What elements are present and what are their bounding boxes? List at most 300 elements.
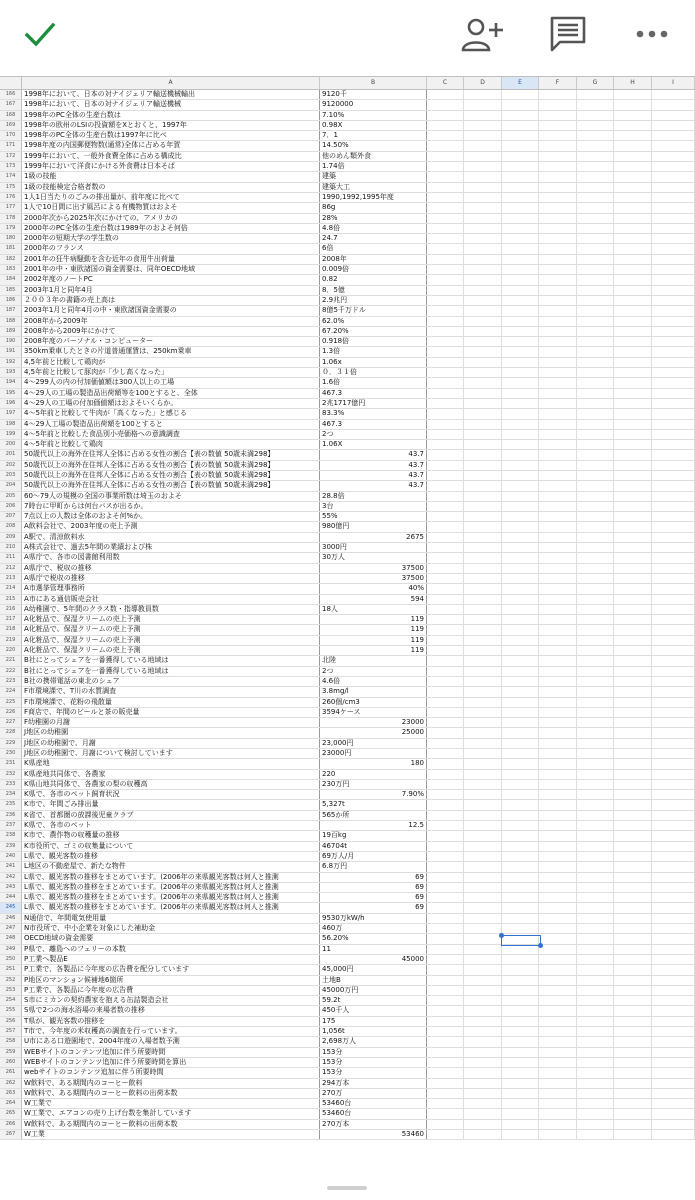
cell-empty[interactable] [464,399,502,408]
row-number[interactable]: 183 [0,265,22,274]
cell-empty[interactable] [464,100,502,109]
cell-empty[interactable] [502,1048,539,1057]
cell-empty[interactable] [614,440,652,449]
cell-empty[interactable] [427,564,464,573]
cell-empty[interactable] [577,358,614,367]
cell-empty[interactable] [427,605,464,614]
cell-empty[interactable] [577,914,614,923]
cell-a[interactable]: A市にある通信販売会社 [22,595,320,604]
cell-empty[interactable] [614,141,652,150]
cell-empty[interactable] [539,1109,577,1118]
cell-b[interactable]: 5,327t [320,800,427,809]
cell-empty[interactable] [577,852,614,861]
cell-empty[interactable] [502,677,539,686]
cell-empty[interactable] [427,749,464,758]
cell-empty[interactable] [577,1006,614,1015]
row-number[interactable]: 194 [0,378,22,387]
cell-empty[interactable] [464,934,502,943]
cell-empty[interactable] [539,1017,577,1026]
cell-empty[interactable] [539,986,577,995]
cell-empty[interactable] [614,131,652,140]
cell-b[interactable]: 83.3% [320,409,427,418]
cell-b[interactable]: 建築大工 [320,183,427,192]
cell-empty[interactable] [502,141,539,150]
cell-empty[interactable] [614,1058,652,1067]
cell-empty[interactable] [614,790,652,799]
cell-empty[interactable] [464,378,502,387]
row-number[interactable]: 214 [0,584,22,593]
cell-a[interactable]: 2008年から2009年 [22,317,320,326]
cell-empty[interactable] [464,131,502,140]
row-number[interactable]: 249 [0,945,22,954]
cell-empty[interactable] [502,749,539,758]
cell-empty[interactable] [614,708,652,717]
cell-empty[interactable] [614,296,652,305]
cell-empty[interactable] [577,172,614,181]
cell-empty[interactable] [577,368,614,377]
cell-empty[interactable] [577,873,614,882]
cell-empty[interactable] [539,275,577,284]
cell-empty[interactable] [614,595,652,604]
cell-b[interactable]: 153分 [320,1068,427,1077]
cell-a[interactable]: A化粧品で、保湿クリームの売上予測 [22,625,320,634]
cell-empty[interactable] [539,800,577,809]
cell-b[interactable]: 4.6倍 [320,677,427,686]
cell-empty[interactable] [539,862,577,871]
cell-empty[interactable] [539,739,577,748]
row-number[interactable]: 171 [0,141,22,150]
select-all-corner[interactable] [0,77,22,89]
cell-empty[interactable] [614,677,652,686]
row-number[interactable]: 266 [0,1120,22,1129]
cell-b[interactable]: 2.9兆円 [320,296,427,305]
cell-empty[interactable] [614,996,652,1005]
cell-empty[interactable] [614,327,652,336]
cell-empty[interactable] [577,214,614,223]
cell-a[interactable]: 7点以上の人数は全体のおよそ何%か。 [22,512,320,521]
column-header-h[interactable]: H [614,77,652,89]
cell-empty[interactable] [652,481,695,490]
cell-a[interactable]: P地区のマンション候補地6箇所 [22,976,320,985]
cell-empty[interactable] [539,183,577,192]
cell-empty[interactable] [652,976,695,985]
cell-empty[interactable] [427,1006,464,1015]
cell-empty[interactable] [539,244,577,253]
cell-a[interactable]: 1998年の欧州のLSIの投資額をXとおくと、1997年 [22,121,320,130]
cell-empty[interactable] [652,1109,695,1118]
cell-empty[interactable] [427,821,464,830]
cell-empty[interactable] [652,214,695,223]
cell-empty[interactable] [652,646,695,655]
cell-empty[interactable] [502,533,539,542]
cell-empty[interactable] [502,90,539,99]
cell-empty[interactable] [577,625,614,634]
cell-b[interactable]: 119 [320,646,427,655]
cell-empty[interactable] [502,471,539,480]
cell-empty[interactable] [502,780,539,789]
cell-empty[interactable] [464,656,502,665]
cell-empty[interactable] [614,728,652,737]
cell-empty[interactable] [539,347,577,356]
cell-b[interactable]: 2008年 [320,255,427,264]
cell-empty[interactable] [539,759,577,768]
cell-a[interactable]: 1998年のPC全体の生産台数は1997年に比べ [22,131,320,140]
cell-empty[interactable] [502,790,539,799]
cell-empty[interactable] [464,718,502,727]
cell-empty[interactable] [427,1058,464,1067]
row-number[interactable]: 187 [0,306,22,315]
cell-empty[interactable] [577,1120,614,1129]
cell-empty[interactable] [577,1089,614,1098]
cell-empty[interactable] [427,399,464,408]
cell-b[interactable]: 56.20% [320,934,427,943]
cell-empty[interactable] [464,389,502,398]
cell-empty[interactable] [614,90,652,99]
row-number[interactable]: 263 [0,1089,22,1098]
cell-empty[interactable] [652,224,695,233]
cell-a[interactable]: L地区の不動産屋で、新たな物件 [22,862,320,871]
cell-empty[interactable] [427,275,464,284]
cell-empty[interactable] [614,934,652,943]
cell-empty[interactable] [502,687,539,696]
cell-empty[interactable] [614,255,652,264]
cell-empty[interactable] [502,883,539,892]
cell-empty[interactable] [539,1120,577,1129]
row-number[interactable]: 186 [0,296,22,305]
cell-empty[interactable] [539,100,577,109]
cell-empty[interactable] [427,945,464,954]
row-number[interactable]: 247 [0,924,22,933]
cell-empty[interactable] [577,522,614,531]
cell-empty[interactable] [652,605,695,614]
cell-empty[interactable] [539,337,577,346]
cell-empty[interactable] [464,1068,502,1077]
cell-b[interactable]: 25000 [320,728,427,737]
row-number[interactable]: 209 [0,533,22,542]
cell-empty[interactable] [502,605,539,614]
cell-empty[interactable] [539,543,577,552]
cell-empty[interactable] [464,471,502,480]
cell-a[interactable]: 4,5年前と比較して鶏肉が [22,358,320,367]
cell-empty[interactable] [652,90,695,99]
cell-empty[interactable] [427,667,464,676]
cell-a[interactable]: F幼稚園の月謝 [22,718,320,727]
cell-a[interactable]: 4～29人工場の製造品出荷額を100とすると [22,420,320,429]
cell-empty[interactable] [464,831,502,840]
cell-empty[interactable] [427,471,464,480]
cell-a[interactable]: 2001年の中・東欧諸国の資金需要は、同年OECD地域 [22,265,320,274]
cell-empty[interactable] [427,522,464,531]
row-number[interactable]: 219 [0,636,22,645]
cell-empty[interactable] [427,430,464,439]
cell-b[interactable]: 14.50% [320,141,427,150]
cell-b[interactable]: ０．３１倍 [320,368,427,377]
cell-a[interactable]: A県庁で、各市の図書館利用数 [22,553,320,562]
cell-empty[interactable] [577,265,614,274]
cell-b[interactable]: 153分 [320,1058,427,1067]
cell-empty[interactable] [652,636,695,645]
cell-empty[interactable] [502,430,539,439]
row-number[interactable]: 236 [0,811,22,820]
cell-empty[interactable] [464,317,502,326]
cell-empty[interactable] [427,1048,464,1057]
cell-empty[interactable] [614,821,652,830]
cell-a[interactable]: webサイトのコンテンツ追加に伴う所要時間 [22,1068,320,1077]
cell-b[interactable]: 450千人 [320,1006,427,1015]
cell-a[interactable]: 2000年のPC全体の生産台数は1989年のおよそ何倍 [22,224,320,233]
row-number[interactable]: 252 [0,976,22,985]
cell-empty[interactable] [652,409,695,418]
cell-empty[interactable] [464,595,502,604]
cell-empty[interactable] [502,842,539,851]
cell-empty[interactable] [577,1037,614,1046]
cell-b[interactable]: 467.3 [320,389,427,398]
cell-empty[interactable] [614,183,652,192]
cell-empty[interactable] [427,347,464,356]
row-number[interactable]: 237 [0,821,22,830]
cell-empty[interactable] [464,574,502,583]
cell-empty[interactable] [427,306,464,315]
cell-a[interactable]: A市選挙管理事務所 [22,584,320,593]
cell-empty[interactable] [502,698,539,707]
cell-a[interactable]: 2003年1月と同年4月 [22,286,320,295]
cell-empty[interactable] [652,234,695,243]
cell-empty[interactable] [539,636,577,645]
row-number[interactable]: 172 [0,152,22,161]
row-number[interactable]: 256 [0,1017,22,1026]
cell-empty[interactable] [464,440,502,449]
cell-empty[interactable] [652,883,695,892]
cell-empty[interactable] [652,111,695,120]
cell-empty[interactable] [464,1048,502,1057]
cell-empty[interactable] [652,1006,695,1015]
row-number[interactable]: 197 [0,409,22,418]
cell-empty[interactable] [652,255,695,264]
cell-empty[interactable] [502,903,539,912]
cell-empty[interactable] [577,1109,614,1118]
cell-empty[interactable] [464,646,502,655]
cell-empty[interactable] [614,986,652,995]
cell-empty[interactable] [427,636,464,645]
cell-empty[interactable] [464,265,502,274]
cell-empty[interactable] [539,1130,577,1139]
cell-empty[interactable] [502,646,539,655]
cell-a[interactable]: F市環境課で、花粉の飛散量 [22,698,320,707]
cell-empty[interactable] [652,450,695,459]
cell-empty[interactable] [652,965,695,974]
cell-a[interactable]: 50歳代以上の海外在住邦人全体に占める女性の割合【表の数値 50歳未満298】 [22,481,320,490]
cell-empty[interactable] [539,718,577,727]
cell-empty[interactable] [577,203,614,212]
cell-empty[interactable] [464,255,502,264]
cell-empty[interactable] [614,471,652,480]
cell-empty[interactable] [464,636,502,645]
row-number[interactable]: 181 [0,244,22,253]
cell-empty[interactable] [539,1099,577,1108]
cell-a[interactable]: A県庁で、税収の推移 [22,564,320,573]
row-number[interactable]: 188 [0,317,22,326]
cell-empty[interactable] [427,121,464,130]
row-number[interactable]: 251 [0,965,22,974]
cell-empty[interactable] [652,718,695,727]
cell-b[interactable]: 594 [320,595,427,604]
cell-a[interactable]: U市にある口遊園地で、2004年度の入場者数予測 [22,1037,320,1046]
cell-empty[interactable] [502,327,539,336]
cell-empty[interactable] [539,1068,577,1077]
cell-b[interactable]: 69 [320,903,427,912]
cell-empty[interactable] [427,255,464,264]
cell-empty[interactable] [652,152,695,161]
cell-empty[interactable] [652,595,695,604]
cell-empty[interactable] [539,924,577,933]
row-number[interactable]: 182 [0,255,22,264]
cell-empty[interactable] [577,780,614,789]
cell-a[interactable]: ２００３年の書籍の売上高は [22,296,320,305]
cell-empty[interactable] [652,317,695,326]
cell-b[interactable]: 8億5千万ドル [320,306,427,315]
row-number[interactable]: 200 [0,440,22,449]
cell-empty[interactable] [464,492,502,501]
cell-empty[interactable] [464,1017,502,1026]
cell-empty[interactable] [427,831,464,840]
cell-empty[interactable] [652,924,695,933]
cell-empty[interactable] [614,698,652,707]
cell-empty[interactable] [577,90,614,99]
cell-empty[interactable] [652,389,695,398]
cell-empty[interactable] [539,656,577,665]
cell-empty[interactable] [427,728,464,737]
cell-empty[interactable] [502,852,539,861]
cell-empty[interactable] [502,708,539,717]
cell-empty[interactable] [539,317,577,326]
cell-empty[interactable] [539,522,577,531]
cell-empty[interactable] [427,461,464,470]
cell-empty[interactable] [577,945,614,954]
cell-empty[interactable] [614,976,652,985]
cell-empty[interactable] [577,811,614,820]
cell-empty[interactable] [652,358,695,367]
cell-a[interactable]: 1998年のPC全体の生産台数は [22,111,320,120]
cell-empty[interactable] [539,131,577,140]
cell-b[interactable]: 565か所 [320,811,427,820]
cell-empty[interactable] [614,203,652,212]
cell-empty[interactable] [614,533,652,542]
cell-empty[interactable] [502,893,539,902]
cell-empty[interactable] [614,1079,652,1088]
cell-empty[interactable] [502,100,539,109]
cell-empty[interactable] [427,543,464,552]
cell-empty[interactable] [539,234,577,243]
cell-empty[interactable] [652,203,695,212]
cell-empty[interactable] [577,677,614,686]
cell-empty[interactable] [577,883,614,892]
cell-empty[interactable] [577,502,614,511]
cell-empty[interactable] [614,317,652,326]
cell-b[interactable]: 2つ [320,667,427,676]
cell-empty[interactable] [614,162,652,171]
cell-empty[interactable] [464,420,502,429]
selected-cell-e245[interactable] [501,935,541,946]
cell-a[interactable]: B社にとってシェアを一番獲得している地域は [22,656,320,665]
cell-a[interactable]: A化粧品で、保湿クリームの売上予測 [22,636,320,645]
cell-empty[interactable] [614,893,652,902]
row-number[interactable]: 227 [0,718,22,727]
cell-empty[interactable] [502,214,539,223]
cell-b[interactable]: 230万円 [320,780,427,789]
cell-a[interactable]: P工業で、各製品に今年度の広告費 [22,986,320,995]
cell-empty[interactable] [652,667,695,676]
cell-a[interactable]: 1級の技能 [22,172,320,181]
cell-empty[interactable] [614,450,652,459]
cell-b[interactable]: 7．1 [320,131,427,140]
cell-a[interactable]: 1人で10日間に出す風呂による有機物質はおよそ [22,203,320,212]
cell-empty[interactable] [577,842,614,851]
cell-empty[interactable] [464,111,502,120]
cell-empty[interactable] [464,430,502,439]
row-number[interactable]: 184 [0,275,22,284]
cell-b[interactable]: 40% [320,584,427,593]
cell-empty[interactable] [577,986,614,995]
row-number[interactable]: 261 [0,1068,22,1077]
cell-empty[interactable] [652,677,695,686]
cell-b[interactable]: 7.90% [320,790,427,799]
cell-empty[interactable] [652,1027,695,1036]
cell-empty[interactable] [614,718,652,727]
row-number[interactable]: 230 [0,749,22,758]
cell-empty[interactable] [539,770,577,779]
cell-empty[interactable] [577,728,614,737]
cell-empty[interactable] [614,605,652,614]
cell-empty[interactable] [577,800,614,809]
cell-empty[interactable] [652,1017,695,1026]
cell-b[interactable]: 67.20% [320,327,427,336]
row-number[interactable]: 238 [0,831,22,840]
cell-empty[interactable] [539,172,577,181]
cell-empty[interactable] [539,471,577,480]
cell-empty[interactable] [614,965,652,974]
cell-empty[interactable] [577,409,614,418]
cell-empty[interactable] [614,224,652,233]
cell-empty[interactable] [652,698,695,707]
cell-empty[interactable] [427,790,464,799]
row-number[interactable]: 246 [0,914,22,923]
cell-b[interactable]: 9120000 [320,100,427,109]
cell-empty[interactable] [539,512,577,521]
row-number[interactable]: 228 [0,728,22,737]
cell-empty[interactable] [652,584,695,593]
cell-b[interactable]: 980億円 [320,522,427,531]
row-number[interactable]: 216 [0,605,22,614]
more-options-button[interactable] [624,6,680,62]
cell-empty[interactable] [577,317,614,326]
cell-empty[interactable] [502,409,539,418]
cell-b[interactable]: 他のめん類外食 [320,152,427,161]
cell-a[interactable]: W飲料で、ある期間内のコーヒー飲料の出荷本数 [22,1089,320,1098]
cell-b[interactable]: 4.8倍 [320,224,427,233]
cell-b[interactable]: 43.7 [320,481,427,490]
cell-empty[interactable] [502,296,539,305]
cell-empty[interactable] [427,533,464,542]
cell-empty[interactable] [427,615,464,624]
cell-a[interactable]: 1998年度の内国郵便物数(通常)全体に占める年賀 [22,141,320,150]
cell-empty[interactable] [502,996,539,1005]
cell-empty[interactable] [464,461,502,470]
cell-empty[interactable] [427,214,464,223]
cell-b[interactable]: 119 [320,636,427,645]
cell-empty[interactable] [427,193,464,202]
cell-empty[interactable] [614,811,652,820]
cell-empty[interactable] [652,1058,695,1067]
